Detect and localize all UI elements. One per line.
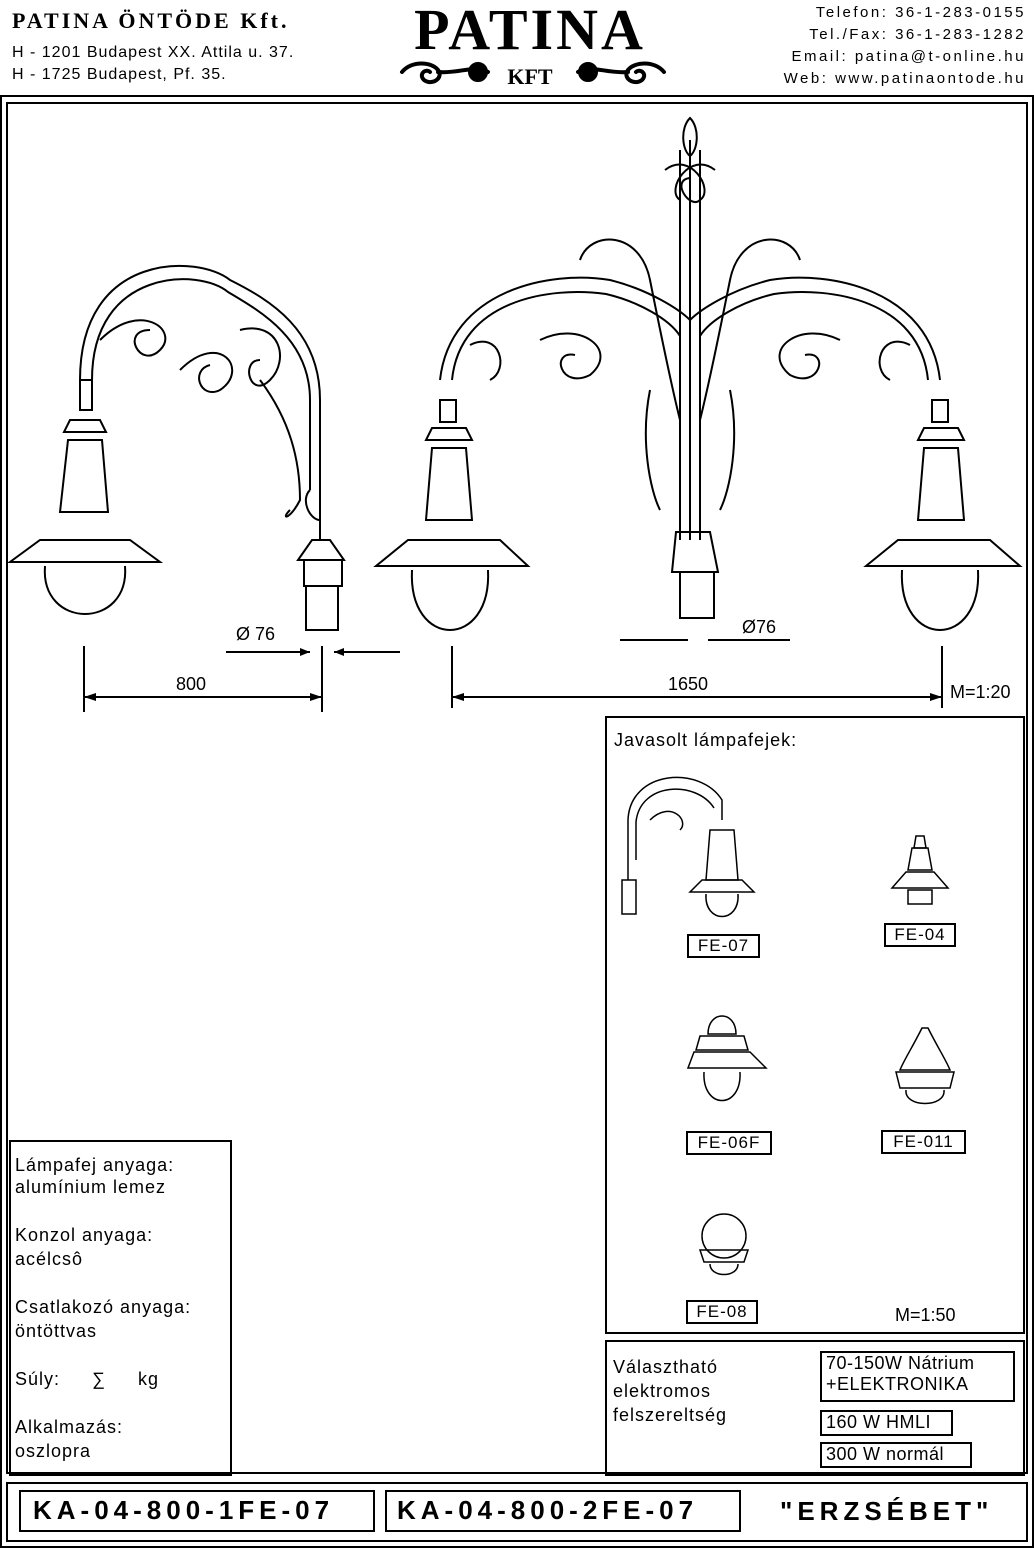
suggested-lampheads-title: Javasolt lámpafejek: — [614, 730, 798, 750]
console-material-label: Konzol anyaga: — [15, 1225, 154, 1245]
lamphead-fe-011: FE-011 — [881, 1130, 966, 1154]
lamphead-fe-04: FE-04 — [884, 923, 956, 947]
lamphead-material-value: alumínium lemez — [15, 1177, 167, 1197]
weight-sum-symbol: ∑ — [92, 1369, 106, 1389]
product-code-single: KA-04-800-1FE-07 — [19, 1490, 375, 1532]
electrical-option-normal: 300 W normál — [820, 1442, 972, 1468]
logo-title: PATINA — [414, 0, 646, 62]
main-scale-label: M=1:20 — [950, 682, 1011, 702]
electrical-option-sodium-line-2: +ELEKTRONIKA — [826, 1374, 969, 1394]
electrical-option-sodium — [820, 1351, 1015, 1402]
product-name: "ERZSÉBET" — [780, 1496, 994, 1526]
single-diameter-label: Ø 76 — [236, 624, 276, 644]
electrical-label-line-3: felszereltség — [613, 1405, 728, 1425]
company-name: PATINA ÖNTÖDE Kft. — [12, 8, 290, 33]
application-value: oszlopra — [15, 1441, 92, 1461]
connector-material-label: Csatlakozó anyaga: — [15, 1297, 192, 1317]
weight-unit: kg — [138, 1369, 160, 1389]
product-code-double: KA-04-800-2FE-07 — [385, 1490, 741, 1532]
electrical-option-hmli: 160 W HMLI — [820, 1410, 953, 1436]
electrical-label-line-1: Választható — [613, 1357, 719, 1377]
electrical-label-line-2: elektromos — [613, 1381, 712, 1401]
weight-label: Súly: — [15, 1369, 61, 1389]
suggested-scale-label: M=1:50 — [895, 1305, 956, 1325]
contact-email: Email: patina@t-online.hu — [791, 48, 1026, 65]
connector-material-value: öntöttvas — [15, 1321, 98, 1341]
address-line-1: H - 1201 Budapest XX. Attila u. 37. — [12, 44, 295, 61]
contact-web: Web: www.patinaontode.hu — [783, 70, 1026, 87]
lamphead-fe-07: FE-07 — [687, 934, 760, 958]
lamphead-fe-06f: FE-06F — [686, 1131, 772, 1155]
contact-fax: Tel./Fax: 36-1-283-1282 — [809, 26, 1026, 43]
address-line-2: H - 1725 Budapest, Pf. 35. — [12, 66, 227, 83]
console-material-value: acélcsô — [15, 1249, 84, 1269]
double-diameter-label: Ø76 — [742, 617, 777, 637]
double-width-label: 1650 — [668, 674, 709, 694]
electrical-option-sodium-line-1: 70-150W Nátrium — [826, 1353, 975, 1373]
contact-phone: Telefon: 36-1-283-0155 — [815, 4, 1026, 21]
lamphead-fe-08: FE-08 — [686, 1300, 758, 1324]
single-width-label: 800 — [176, 674, 207, 694]
logo-subtitle: KFT — [507, 64, 553, 89]
lamphead-material-label: Lámpafej anyaga: — [15, 1155, 175, 1175]
application-label: Alkalmazás: — [15, 1417, 124, 1437]
